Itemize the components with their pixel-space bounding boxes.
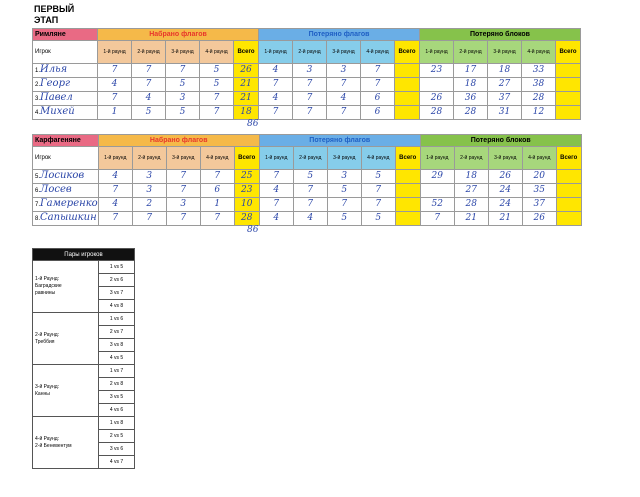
pair-match: 1 vs 7 bbox=[99, 365, 135, 378]
flags-won-cell: 7 bbox=[132, 212, 166, 226]
round-header-flags-lost: 4-й раунд bbox=[361, 41, 395, 64]
flags-lost-cell: 7 bbox=[259, 78, 293, 92]
player-row bbox=[33, 78, 581, 92]
flags-lost-total-cell bbox=[395, 184, 420, 198]
blocks-lost-cell: 27 bbox=[454, 184, 488, 198]
total-header-flags-lost: Всего bbox=[395, 147, 420, 170]
flags-lost-total-cell bbox=[395, 64, 420, 78]
round-header-flags-won: 2-й раунд bbox=[132, 147, 166, 170]
flags-won-cell: 1 bbox=[200, 198, 234, 212]
player-number: 8. bbox=[35, 216, 41, 222]
flags-lost-cell: 6 bbox=[361, 106, 395, 120]
header-blocks-lost: Потеряно блоков bbox=[420, 135, 581, 147]
pair-round-name bbox=[33, 261, 99, 313]
flags-lost-cell: 4 bbox=[259, 184, 293, 198]
flags-lost-cell: 7 bbox=[327, 78, 361, 92]
player-row bbox=[33, 184, 582, 198]
flags-won-cell: 7 bbox=[166, 184, 200, 198]
flags-lost-total-cell bbox=[395, 92, 420, 106]
blocks-lost-cell: 18 bbox=[454, 170, 488, 184]
blocks-lost-cell: 27 bbox=[488, 78, 522, 92]
player-name-cell bbox=[33, 198, 99, 212]
pair-match: 2 vs 5 bbox=[99, 430, 135, 443]
header-flags-lost: Потеряно флагов bbox=[259, 29, 420, 41]
flags-won-cell: 7 bbox=[200, 92, 234, 106]
blocks-lost-total-cell bbox=[556, 64, 581, 78]
flags-won-cell: 7 bbox=[132, 64, 166, 78]
pairs-table bbox=[32, 248, 135, 469]
player-name: Павел bbox=[40, 92, 73, 103]
blocks-lost-cell: 52 bbox=[420, 198, 454, 212]
blocks-lost-cell: 26 bbox=[488, 170, 522, 184]
flags-won-cell: 3 bbox=[132, 184, 166, 198]
flags-lost-cell: 4 bbox=[293, 212, 327, 226]
player-row bbox=[33, 106, 581, 120]
round-header-flags-won: 2-й раунд bbox=[132, 41, 166, 64]
pair-match: 1 vs 6 bbox=[99, 313, 135, 326]
player-number: 6. bbox=[35, 188, 41, 194]
flags-lost-cell: 5 bbox=[361, 170, 395, 184]
round-header-flags-lost: 4-й раунд bbox=[361, 147, 395, 170]
pair-match: 2 vs 7 bbox=[99, 326, 135, 339]
blocks-lost-cell: 21 bbox=[488, 212, 522, 226]
player-name: Гамеренко bbox=[40, 198, 98, 209]
flags-won-cell: 7 bbox=[98, 92, 132, 106]
round-header-blocks-lost: 4-й раунд bbox=[522, 41, 556, 64]
round-name-line: 1-й Раунд: bbox=[35, 276, 60, 282]
flags-won-cell: 5 bbox=[200, 78, 234, 92]
round-header-flags-won: 4-й раунд bbox=[200, 147, 234, 170]
team-total: 86 bbox=[247, 119, 259, 129]
flags-won-cell: 7 bbox=[166, 170, 200, 184]
flags-lost-cell: 7 bbox=[361, 198, 395, 212]
pairs-header: Пары игроков bbox=[33, 249, 135, 261]
pair-match: 1 vs 5 bbox=[99, 261, 135, 274]
round-name-line: Треббия bbox=[35, 338, 55, 345]
round-header-flags-lost: 1-й раунд bbox=[259, 41, 293, 64]
flags-lost-cell: 7 bbox=[293, 92, 327, 106]
flags-lost-cell: 3 bbox=[293, 64, 327, 78]
header-blocks-lost: Потеряно блоков bbox=[420, 29, 581, 41]
player-row bbox=[33, 64, 581, 78]
flags-lost-cell: 7 bbox=[259, 106, 293, 120]
flags-lost-cell: 5 bbox=[327, 212, 361, 226]
flags-won-total-cell: 25 bbox=[234, 170, 259, 184]
player-name-cell bbox=[33, 170, 99, 184]
flags-lost-cell: 4 bbox=[259, 212, 293, 226]
flags-won-cell: 4 bbox=[98, 78, 132, 92]
total-header-blocks-lost: Всего bbox=[556, 147, 581, 170]
flags-won-total-cell: 26 bbox=[234, 64, 259, 78]
pair-round-name bbox=[33, 417, 99, 469]
flags-lost-cell: 5 bbox=[361, 212, 395, 226]
blocks-lost-cell: 37 bbox=[522, 198, 556, 212]
flags-lost-total-cell bbox=[395, 106, 420, 120]
flags-lost-total-cell bbox=[395, 212, 420, 226]
blocks-lost-cell: 36 bbox=[454, 92, 488, 106]
player-number: 7. bbox=[35, 202, 41, 208]
flags-won-cell: 5 bbox=[166, 106, 200, 120]
player-name-cell bbox=[33, 78, 98, 92]
flags-won-cell: 7 bbox=[200, 212, 234, 226]
player-number: 1. bbox=[35, 68, 41, 74]
blocks-lost-cell: 28 bbox=[420, 106, 454, 120]
flags-won-total-cell: 28 bbox=[234, 212, 259, 226]
flags-won-cell: 1 bbox=[98, 106, 132, 120]
flags-won-cell: 4 bbox=[98, 198, 132, 212]
blocks-lost-cell: 28 bbox=[522, 92, 556, 106]
player-name: Георг bbox=[40, 78, 71, 89]
round-name-line: Баградские bbox=[35, 283, 62, 289]
player-row bbox=[33, 170, 582, 184]
team-total: 86 bbox=[247, 225, 259, 235]
player-number: 5. bbox=[35, 174, 41, 180]
blocks-lost-cell: 12 bbox=[522, 106, 556, 120]
blocks-lost-total-cell bbox=[556, 184, 581, 198]
round-name-line: 2-й Раунд: bbox=[35, 331, 60, 338]
pair-match: 2 vs 8 bbox=[99, 378, 135, 391]
pair-match: 4 vs 5 bbox=[99, 352, 135, 365]
round-header-flags-won: 3-й раунд bbox=[166, 41, 200, 64]
player-number: 3. bbox=[35, 96, 41, 102]
blocks-lost-cell: 26 bbox=[522, 212, 556, 226]
blocks-lost-cell: 31 bbox=[488, 106, 522, 120]
header-player: Игрок bbox=[33, 41, 98, 64]
flags-won-cell: 7 bbox=[200, 170, 234, 184]
blocks-lost-cell: 18 bbox=[488, 64, 522, 78]
flags-lost-cell: 5 bbox=[327, 184, 361, 198]
player-name: Михей bbox=[40, 106, 75, 117]
blocks-lost-cell: 20 bbox=[522, 170, 556, 184]
flags-won-total-cell: 10 bbox=[234, 198, 259, 212]
flags-lost-total-cell bbox=[395, 170, 420, 184]
round-header-blocks-lost: 4-й раунд bbox=[522, 147, 556, 170]
blocks-lost-total-cell bbox=[556, 78, 581, 92]
round-header-flags-won: 3-й раунд bbox=[166, 147, 200, 170]
title-line-2: ЭТАП bbox=[34, 15, 59, 25]
blocks-lost-cell: 29 bbox=[420, 170, 454, 184]
flags-won-cell: 4 bbox=[132, 92, 166, 106]
flags-lost-cell: 7 bbox=[293, 78, 327, 92]
blocks-lost-cell bbox=[420, 78, 454, 92]
player-row bbox=[33, 198, 582, 212]
team-name: Римляне bbox=[33, 29, 98, 41]
flags-won-cell: 3 bbox=[166, 198, 200, 212]
player-name-cell bbox=[33, 184, 99, 198]
flags-won-cell: 5 bbox=[132, 106, 166, 120]
round-name-line: Канны bbox=[35, 390, 50, 397]
flags-lost-cell: 7 bbox=[293, 106, 327, 120]
flags-won-total-cell: 18 bbox=[234, 106, 259, 120]
blocks-lost-cell: 26 bbox=[420, 92, 454, 106]
blocks-lost-cell: 28 bbox=[454, 198, 488, 212]
flags-won-cell: 5 bbox=[166, 78, 200, 92]
round-header-flags-won: 4-й раунд bbox=[200, 41, 234, 64]
flags-won-cell: 7 bbox=[200, 106, 234, 120]
pair-round-name bbox=[33, 365, 99, 417]
header-player: Игрок bbox=[33, 147, 99, 170]
round-header-blocks-lost: 1-й раунд bbox=[420, 147, 454, 170]
blocks-lost-cell: 38 bbox=[522, 78, 556, 92]
flags-lost-cell: 6 bbox=[361, 92, 395, 106]
header-flags-won: Набрано флагов bbox=[98, 135, 259, 147]
pair-match: 3 vs 5 bbox=[99, 391, 135, 404]
blocks-lost-cell: 24 bbox=[488, 198, 522, 212]
flags-won-cell: 7 bbox=[166, 64, 200, 78]
flags-won-cell: 3 bbox=[132, 170, 166, 184]
blocks-lost-cell: 17 bbox=[454, 64, 488, 78]
pair-match: 4 vs 7 bbox=[99, 456, 135, 469]
player-name: Лосев bbox=[40, 184, 72, 195]
round-header-flags-won: 1-й раунд bbox=[98, 147, 132, 170]
title-line-1: ПЕРВЫЙ bbox=[34, 4, 75, 14]
team-table-2 bbox=[32, 134, 582, 226]
blocks-lost-cell: 33 bbox=[522, 64, 556, 78]
pair-match: 4 vs 8 bbox=[99, 300, 135, 313]
player-number: 2. bbox=[35, 82, 41, 88]
round-header-flags-lost: 3-й раунд bbox=[327, 147, 361, 170]
flags-won-cell: 4 bbox=[98, 170, 132, 184]
total-header-flags-lost: Всего bbox=[395, 41, 420, 64]
flags-lost-cell: 7 bbox=[361, 78, 395, 92]
page-title bbox=[34, 4, 74, 26]
flags-won-cell: 7 bbox=[98, 184, 132, 198]
player-name-cell bbox=[33, 64, 98, 78]
blocks-lost-cell: 35 bbox=[522, 184, 556, 198]
flags-lost-cell: 7 bbox=[293, 198, 327, 212]
player-row bbox=[33, 212, 582, 226]
pair-match: 2 vs 6 bbox=[99, 274, 135, 287]
blocks-lost-cell bbox=[420, 184, 454, 198]
round-name-line: 3-й Раунд: bbox=[35, 383, 60, 390]
round-header-blocks-lost: 3-й раунд bbox=[488, 147, 522, 170]
pair-match: 4 vs 6 bbox=[99, 404, 135, 417]
total-header-flags-won: Всего bbox=[234, 41, 259, 64]
flags-won-total-cell: 21 bbox=[234, 92, 259, 106]
pair-match: 3 vs 6 bbox=[99, 443, 135, 456]
flags-lost-cell: 4 bbox=[259, 64, 293, 78]
player-name: Илья bbox=[40, 64, 68, 75]
round-header-blocks-lost: 2-й раунд bbox=[454, 41, 488, 64]
blocks-lost-cell: 21 bbox=[454, 212, 488, 226]
blocks-lost-cell: 24 bbox=[488, 184, 522, 198]
blocks-lost-total-cell bbox=[556, 212, 581, 226]
player-number: 4. bbox=[35, 110, 41, 116]
blocks-lost-cell: 37 bbox=[488, 92, 522, 106]
flags-won-cell: 7 bbox=[132, 78, 166, 92]
round-header-flags-won: 1-й раунд bbox=[98, 41, 132, 64]
blocks-lost-total-cell bbox=[556, 106, 581, 120]
blocks-lost-cell: 7 bbox=[420, 212, 454, 226]
blocks-lost-cell: 28 bbox=[454, 106, 488, 120]
flags-won-cell: 5 bbox=[200, 64, 234, 78]
pair-match: 3 vs 8 bbox=[99, 339, 135, 352]
flags-lost-cell: 3 bbox=[327, 64, 361, 78]
player-name-cell bbox=[33, 106, 98, 120]
pair-match: 1 vs 8 bbox=[99, 417, 135, 430]
team-name: Карфагеняне bbox=[33, 135, 99, 147]
flags-won-cell: 7 bbox=[98, 212, 132, 226]
flags-lost-cell: 7 bbox=[361, 184, 395, 198]
round-name-line: равнины bbox=[35, 290, 56, 296]
flags-lost-cell: 7 bbox=[259, 170, 293, 184]
blocks-lost-total-cell bbox=[556, 198, 581, 212]
round-header-flags-lost: 3-й раунд bbox=[327, 41, 361, 64]
pair-match: 3 vs 7 bbox=[99, 287, 135, 300]
flags-lost-cell: 7 bbox=[327, 106, 361, 120]
total-header-flags-won: Всего bbox=[234, 147, 259, 170]
round-header-blocks-lost: 3-й раунд bbox=[488, 41, 522, 64]
blocks-lost-total-cell bbox=[556, 92, 581, 106]
header-flags-won: Набрано флагов bbox=[98, 29, 259, 41]
player-name-cell bbox=[33, 92, 98, 106]
round-header-blocks-lost: 2-й раунд bbox=[454, 147, 488, 170]
round-header-flags-lost: 2-й раунд bbox=[293, 41, 327, 64]
pair-round-name bbox=[33, 313, 99, 365]
flags-won-cell: 2 bbox=[132, 198, 166, 212]
round-header-blocks-lost: 1-й раунд bbox=[420, 41, 454, 64]
flags-lost-cell: 3 bbox=[327, 170, 361, 184]
player-name: Лосиков bbox=[40, 170, 85, 181]
round-header-flags-lost: 2-й раунд bbox=[293, 147, 327, 170]
flags-lost-cell: 4 bbox=[259, 92, 293, 106]
header-flags-lost: Потеряно флагов bbox=[259, 135, 420, 147]
blocks-lost-total-cell bbox=[556, 170, 581, 184]
flags-lost-total-cell bbox=[395, 78, 420, 92]
player-name: Сапышкин bbox=[40, 212, 97, 223]
total-header-blocks-lost: Всего bbox=[556, 41, 581, 64]
flags-lost-cell: 7 bbox=[361, 64, 395, 78]
flags-lost-cell: 7 bbox=[259, 198, 293, 212]
flags-won-total-cell: 21 bbox=[234, 78, 259, 92]
player-row bbox=[33, 92, 581, 106]
flags-lost-cell: 7 bbox=[327, 198, 361, 212]
flags-lost-cell: 4 bbox=[327, 92, 361, 106]
player-name-cell bbox=[33, 212, 99, 226]
round-name-line: 4-й Раунд: bbox=[35, 435, 60, 442]
flags-won-cell: 7 bbox=[166, 212, 200, 226]
flags-won-cell: 7 bbox=[98, 64, 132, 78]
flags-lost-cell: 5 bbox=[293, 170, 327, 184]
round-name-line: 2-й Беневентум bbox=[35, 442, 72, 449]
flags-won-total-cell: 23 bbox=[234, 184, 259, 198]
blocks-lost-cell: 18 bbox=[454, 78, 488, 92]
flags-lost-cell: 7 bbox=[293, 184, 327, 198]
blocks-lost-cell: 23 bbox=[420, 64, 454, 78]
round-header-flags-lost: 1-й раунд bbox=[259, 147, 293, 170]
team-table-1 bbox=[32, 28, 581, 120]
flags-won-cell: 3 bbox=[166, 92, 200, 106]
flags-won-cell: 6 bbox=[200, 184, 234, 198]
flags-lost-total-cell bbox=[395, 198, 420, 212]
